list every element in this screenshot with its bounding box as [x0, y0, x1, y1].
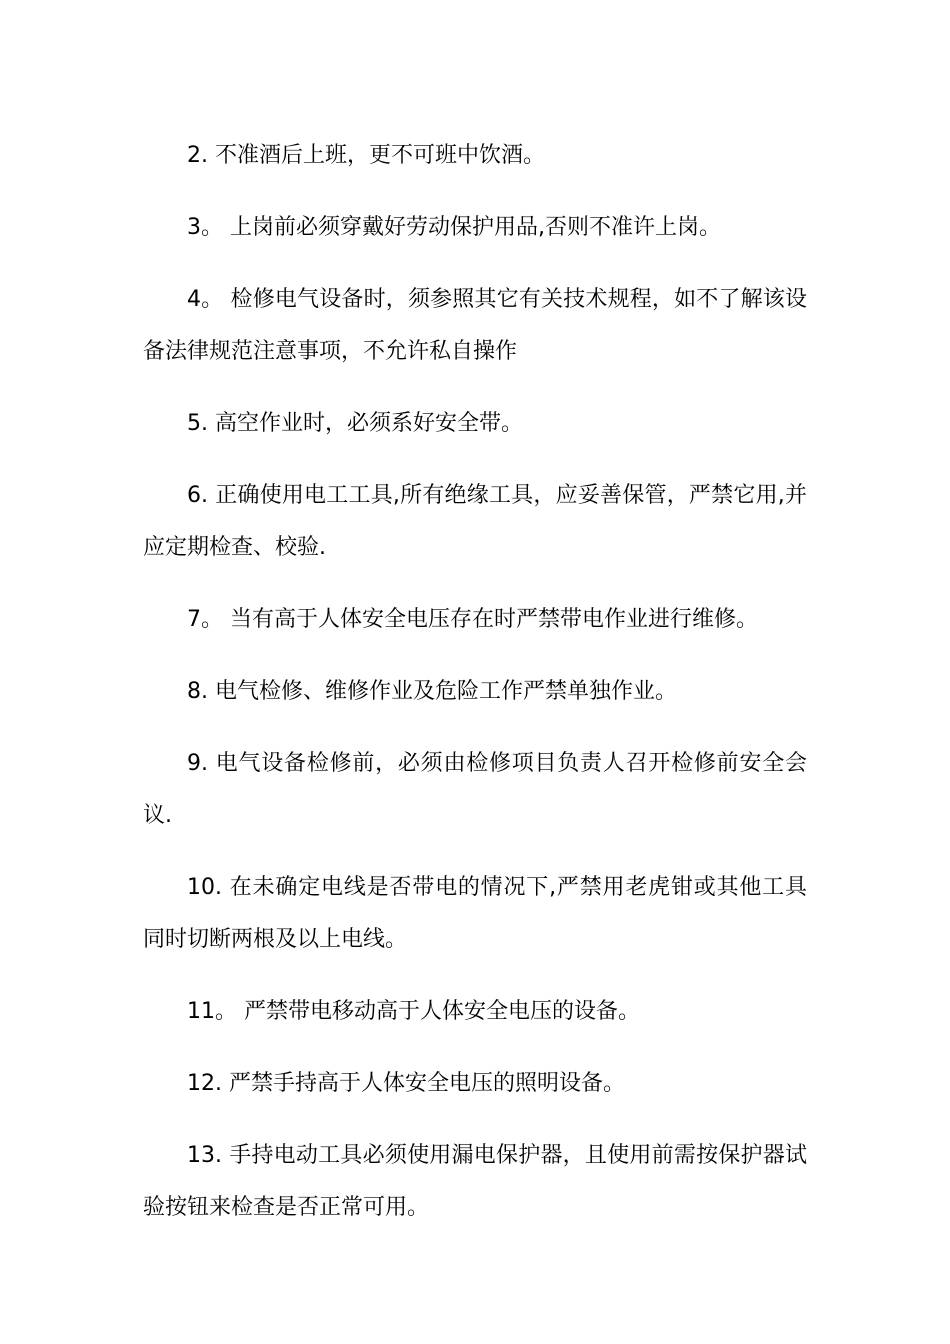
rule-item-2: 2. 不准酒后上班，更不可班中饮酒。	[187, 143, 545, 168]
rule-item-13: 13. 手持电动工具必须使用漏电保护器，且使用前需按保护器试验按钮来检查是否正常可用。	[143, 1143, 807, 1220]
rule-item-5: 5. 高空作业时，必须系好安全带。	[187, 411, 523, 436]
rule-item-7: 7。 当有高于人体安全电压存在时严禁带电作业进行维修。	[187, 607, 758, 632]
rule-item-11: 11。 严禁带电移动高于人体安全电压的设备。	[187, 999, 640, 1024]
rule-item-12: 12. 严禁手持高于人体安全电压的照明设备。	[187, 1071, 625, 1096]
rule-item-6: 6. 正确使用电工工具,所有绝缘工具，应妥善保管，严禁它用,并应定期检查、校验.	[143, 483, 807, 560]
rule-item-3: 3。 上岗前必须穿戴好劳动保护用品,否则不准许上岗。	[187, 215, 721, 240]
rule-item-4: 4。 检修电气设备时，须参照其它有关技术规程，如不了解该设备法律规范注意事项，不允许私自操作	[143, 287, 807, 364]
rule-item-9: 9. 电气设备检修前，必须由检修项目负责人召开检修前安全会议.	[143, 751, 807, 828]
rule-item-8: 8. 电气检修、维修作业及危险工作严禁单独作业。	[187, 679, 677, 704]
rules-list	[143, 130, 807, 1254]
rule-item-10: 10. 在未确定电线是否带电的情况下,严禁用老虎钳或其他工具同时切断两根及以上电线。	[143, 875, 807, 952]
